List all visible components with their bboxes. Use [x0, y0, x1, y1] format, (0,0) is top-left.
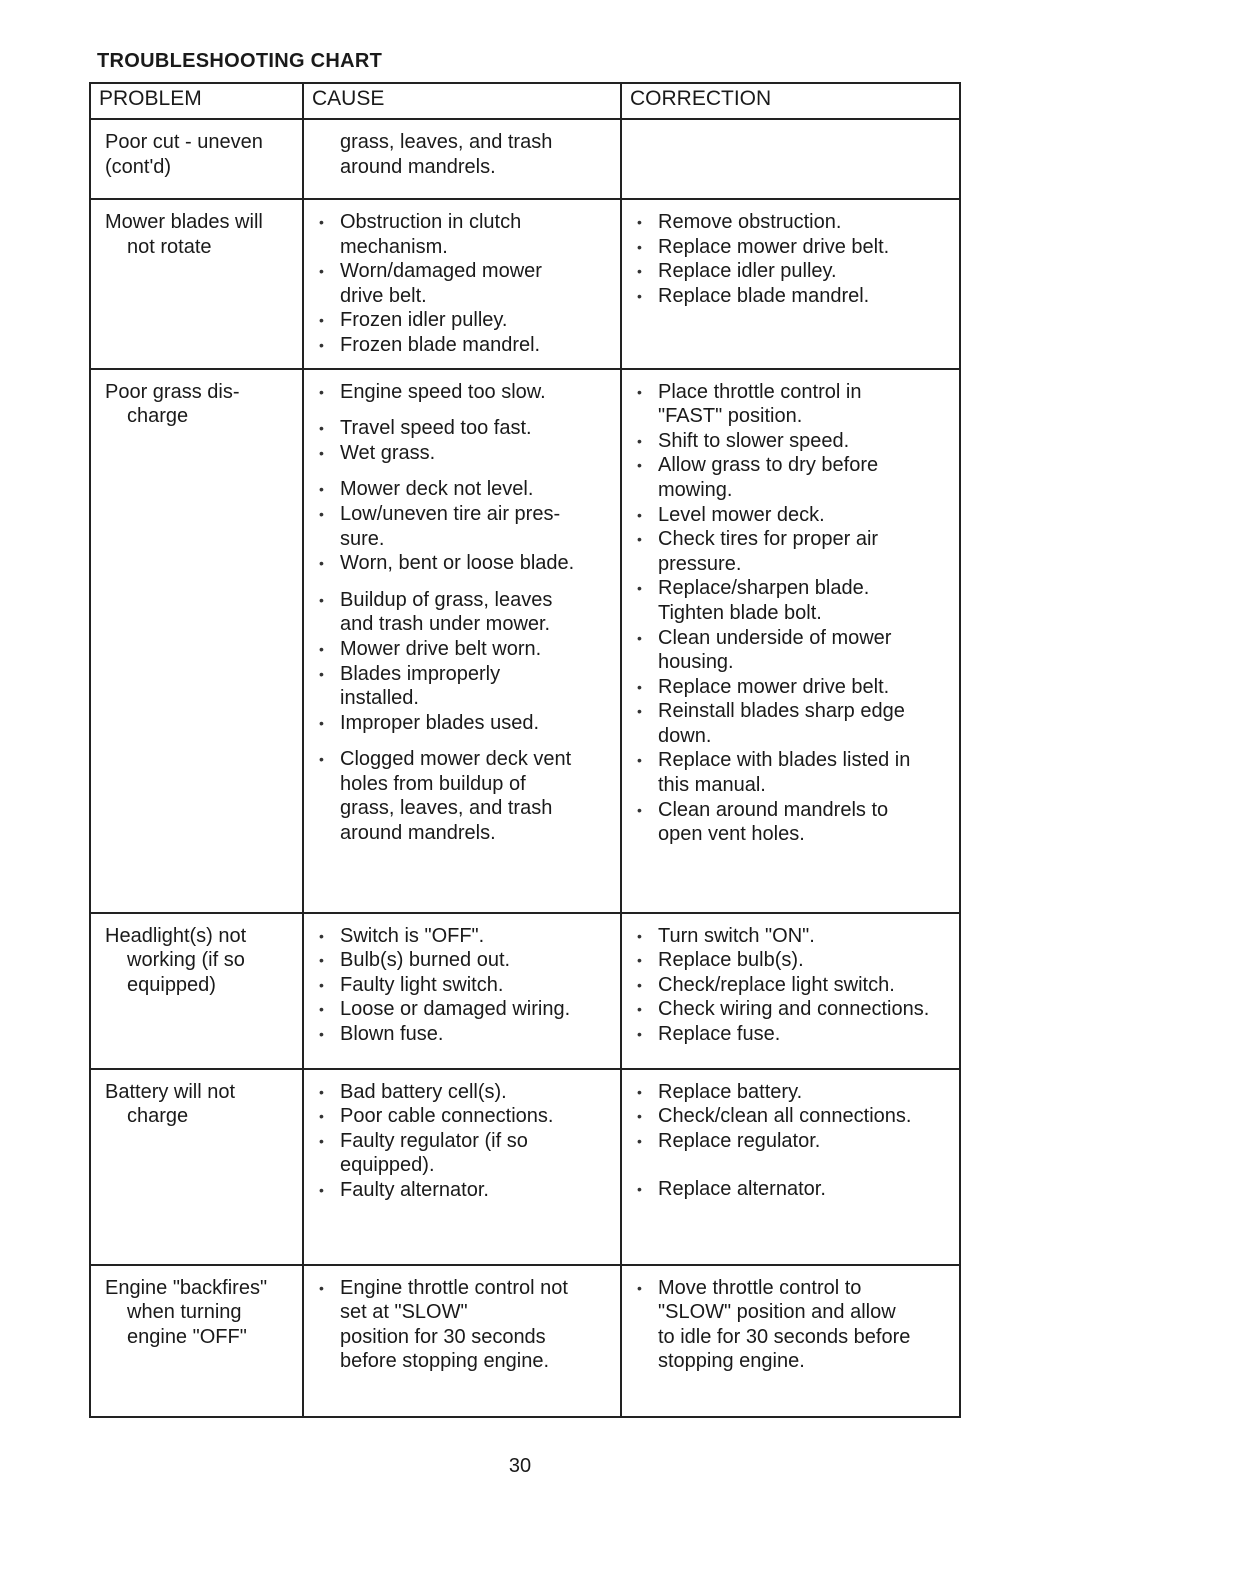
correction-line: Remove obstruction. [658, 211, 842, 233]
cause-cell [303, 1265, 621, 1417]
table-row [90, 369, 960, 913]
correction-line: Replace fuse. [658, 1022, 781, 1045]
correction-line: Clean around mandrels to [658, 798, 889, 821]
bullet-icon: • [319, 591, 324, 608]
correction-item [634, 1177, 953, 1202]
correction-line: "SLOW" position and allow [658, 1301, 896, 1324]
bullet-icon: • [319, 1001, 324, 1018]
correction-cell [621, 1265, 960, 1417]
correction-line: Replace regulator. [658, 1129, 821, 1152]
bullet-icon: • [319, 665, 324, 682]
cause-item [316, 502, 614, 551]
correction-list [622, 1070, 959, 1212]
correction-line: open vent holes. [658, 823, 805, 846]
cause-line: Engine speed too slow. [340, 380, 546, 403]
bullet-icon: • [637, 457, 642, 474]
correction-line: Check/replace light switch. [658, 973, 895, 996]
bullet-icon: • [637, 531, 642, 548]
correction-item [634, 973, 953, 998]
cause-cell [303, 1069, 621, 1265]
correction-line: Replace bulb(s). [658, 949, 804, 972]
bullet-icon: • [637, 238, 642, 255]
correction-line: stopping engine. [658, 1350, 805, 1373]
correction-list [622, 1266, 959, 1384]
bullet-icon: • [319, 214, 324, 230]
cause-line: Engine throttle control not [340, 1276, 568, 1299]
correction-line: Turn switch "ON". [658, 924, 815, 947]
correction-item [634, 429, 953, 454]
correction-item [634, 699, 953, 748]
bullet-icon: • [637, 927, 642, 944]
cause-line: sure. [340, 527, 385, 550]
cause-line: Mower deck not level. [340, 478, 534, 501]
bullet-icon: • [637, 1279, 642, 1296]
cause-line: Faulty light switch. [340, 973, 504, 996]
bullet-icon: • [637, 263, 642, 280]
cause-line: Loose or damaged wiring. [340, 998, 571, 1021]
bullet-icon: • [637, 678, 642, 695]
bullet-icon: • [637, 752, 642, 769]
problem-line: (cont'd) [105, 155, 172, 178]
cause-item [316, 1080, 614, 1105]
correction-list [622, 370, 959, 857]
bullet-icon: • [319, 1108, 324, 1125]
cause-line: grass, leaves, and trash [340, 131, 553, 153]
cause-line: installed. [340, 687, 419, 710]
cause-line: Frozen idler pulley. [340, 309, 508, 332]
correction-list [622, 120, 959, 140]
correction-list [622, 200, 959, 318]
bullet-icon: • [637, 703, 642, 720]
cause-line: Bulb(s) burned out. [340, 949, 511, 972]
cause-item [316, 973, 614, 998]
cause-line: Bad battery cell(s). [340, 1080, 507, 1103]
cause-item [316, 637, 614, 662]
cause-line: and trash under mower. [340, 613, 551, 636]
cause-line: around mandrels. [340, 155, 496, 178]
header-cause: CAUSE [303, 83, 621, 119]
problem-cell [90, 199, 303, 369]
cause-item [316, 259, 614, 308]
cause-item [316, 441, 614, 466]
correction-item [634, 1022, 953, 1047]
cause-item [316, 997, 614, 1022]
problem-line: Poor cut - uneven [105, 131, 263, 153]
header-correction: CORRECTION [621, 83, 960, 119]
correction-line: down. [658, 724, 712, 747]
cause-line: Buildup of grass, leaves [340, 588, 553, 611]
correction-list [622, 914, 959, 1057]
problem-line: when turning [127, 1301, 242, 1324]
cause-item [316, 662, 614, 711]
correction-line: housing. [658, 651, 734, 674]
correction-item [634, 210, 953, 235]
correction-line: to idle for 30 seconds before [658, 1325, 911, 1348]
bullet-icon: • [319, 444, 324, 461]
cause-list [304, 1266, 620, 1384]
header-problem: PROBLEM [90, 83, 303, 119]
bullet-icon: • [319, 927, 324, 944]
correction-line: Check tires for proper air [658, 528, 879, 551]
cause-line: Wet grass. [340, 441, 436, 464]
cause-line: Faulty alternator. [340, 1178, 489, 1201]
correction-item [634, 453, 953, 502]
correction-item [634, 924, 953, 949]
correction-item [634, 380, 953, 429]
problem-cell [90, 1265, 303, 1417]
correction-item [634, 997, 953, 1022]
cause-item [316, 477, 614, 502]
cause-cell [303, 369, 621, 913]
correction-line: mowing. [658, 478, 733, 501]
cause-item [316, 588, 614, 637]
correction-line: Clean underside of mower [658, 626, 892, 649]
bullet-icon: • [319, 1132, 324, 1149]
cause-item [316, 924, 614, 949]
correction-item [634, 527, 953, 576]
problem-line: charge [127, 405, 189, 428]
correction-line: Reinstall blades sharp edge [658, 700, 905, 723]
cause-item [316, 1129, 614, 1178]
correction-line: Allow grass to dry before [658, 454, 879, 477]
bullet-icon: • [637, 383, 642, 400]
bullet-icon: • [637, 1108, 642, 1125]
cause-item [316, 380, 614, 405]
bullet-icon: • [319, 336, 324, 353]
cause-line: holes from buildup of [340, 772, 526, 795]
header-row [90, 83, 960, 119]
cause-line: Poor cable connections. [340, 1105, 554, 1128]
cause-line: Worn/damaged mower [340, 260, 542, 283]
correction-line: Replace blade mandrel. [658, 284, 870, 307]
problem-cell [90, 1069, 303, 1265]
bullet-icon: • [637, 1001, 642, 1018]
correction-line: Place throttle control in [658, 380, 862, 403]
bullet-icon: • [637, 952, 642, 969]
cause-line: position for 30 seconds [340, 1325, 546, 1348]
page-title: TROUBLESHOOTING CHART [97, 50, 383, 72]
problem-line: charge [127, 1105, 189, 1128]
cause-cell [303, 913, 621, 1069]
correction-item [634, 503, 953, 528]
cause-list [304, 914, 620, 1057]
cause-item [316, 948, 614, 973]
correction-item [634, 576, 953, 625]
bullet-icon: • [637, 432, 642, 449]
bullet-icon: • [319, 505, 324, 522]
cause-item [316, 210, 614, 259]
problem-line: Engine "backfires" [105, 1276, 268, 1299]
bullet-icon: • [319, 952, 324, 969]
bullet-icon: • [637, 1132, 642, 1149]
bullet-icon: • [319, 555, 324, 572]
cause-list [304, 200, 620, 368]
bullet-icon: • [637, 506, 642, 523]
bullet-icon: • [319, 263, 324, 280]
bullet-icon: • [319, 481, 324, 498]
bullet-icon: • [637, 1025, 642, 1042]
cause-item [316, 416, 614, 441]
table-row [90, 913, 960, 1069]
bullet-icon: • [319, 1181, 324, 1198]
table-row [90, 1265, 960, 1417]
bullet-icon: • [319, 714, 324, 731]
table-row [90, 1069, 960, 1265]
correction-line: Replace idler pulley. [658, 260, 837, 283]
cause-line: set at "SLOW" [340, 1301, 468, 1324]
correction-line: Replace alternator. [658, 1178, 826, 1201]
cause-item [316, 551, 614, 576]
bullet-icon: • [637, 214, 642, 230]
bullet-icon: • [319, 1279, 324, 1296]
cause-cell [303, 199, 621, 369]
cause-line: Worn, bent or loose blade. [340, 552, 575, 575]
page-number: 30 [508, 1455, 532, 1477]
bullet-icon: • [319, 312, 324, 329]
cause-list [304, 370, 620, 856]
cause-item [316, 1178, 614, 1203]
correction-line: pressure. [658, 552, 742, 575]
cause-line: Blown fuse. [340, 1022, 444, 1045]
cause-line: Blades improperly [340, 662, 501, 685]
problem-line: not rotate [127, 235, 212, 258]
bullet-icon: • [637, 629, 642, 646]
correction-item [634, 1104, 953, 1129]
cause-item [316, 308, 614, 333]
correction-line: Replace/sharpen blade. [658, 577, 870, 600]
bullet-icon: • [319, 1025, 324, 1042]
correction-item [634, 284, 953, 309]
bullet-icon: • [319, 420, 324, 437]
bullet-icon: • [319, 383, 324, 400]
problem-line: Poor grass dis- [105, 380, 240, 403]
correction-item [634, 1129, 953, 1154]
problem-line: equipped) [127, 973, 216, 996]
correction-cell [621, 1069, 960, 1265]
cause-list [304, 120, 620, 189]
correction-line: Check wiring and connections. [658, 998, 930, 1021]
correction-cell [621, 913, 960, 1069]
correction-line: Shift to slower speed. [658, 429, 850, 452]
correction-item [634, 1080, 953, 1105]
bullet-icon: • [637, 1083, 642, 1100]
cause-item [316, 1022, 614, 1047]
correction-line: "FAST" position. [658, 405, 803, 428]
correction-item [634, 675, 953, 700]
table-row [90, 199, 960, 369]
bullet-icon: • [319, 976, 324, 993]
cause-line: Obstruction in clutch [340, 211, 522, 233]
correction-item [634, 748, 953, 797]
troubleshooting-table [89, 82, 961, 1418]
correction-line: Check/clean all connections. [658, 1105, 912, 1128]
correction-line: Replace with blades listed in [658, 749, 911, 772]
cause-line: equipped). [340, 1154, 435, 1177]
correction-line: this manual. [658, 774, 766, 797]
cause-item [316, 1276, 614, 1374]
problem-cell [90, 369, 303, 913]
bullet-icon: • [637, 287, 642, 304]
correction-cell [621, 369, 960, 913]
correction-line: Move throttle control to [658, 1276, 862, 1299]
bullet-icon: • [637, 801, 642, 818]
problem-line: engine "OFF" [127, 1325, 247, 1348]
correction-cell [621, 199, 960, 369]
cause-line: Improper blades used. [340, 711, 540, 734]
cause-line: Mower drive belt worn. [340, 637, 542, 660]
correction-item [634, 798, 953, 847]
cause-line: Clogged mower deck vent [340, 748, 572, 771]
correction-line: Replace mower drive belt. [658, 235, 890, 258]
correction-line: Replace mower drive belt. [658, 675, 890, 698]
cause-line: around mandrels. [340, 822, 496, 845]
correction-line: Tighten blade bolt. [658, 601, 822, 624]
cause-item [316, 333, 614, 358]
cause-list [304, 1070, 620, 1213]
correction-item [634, 235, 953, 260]
correction-line: Level mower deck. [658, 503, 825, 526]
problem-line: Battery will not [105, 1080, 236, 1103]
bullet-icon: • [319, 640, 324, 657]
bullet-icon: • [319, 1083, 324, 1100]
bullet-icon: • [637, 580, 642, 597]
correction-item [634, 1276, 953, 1374]
problem-cell [90, 913, 303, 1069]
cause-item [316, 1104, 614, 1129]
cause-item [316, 711, 614, 736]
cause-line: drive belt. [340, 284, 427, 307]
bullet-icon: • [319, 751, 324, 768]
correction-cell [621, 119, 960, 199]
cause-line: mechanism. [340, 235, 448, 258]
cause-cell [303, 119, 621, 199]
cause-line: Frozen blade mandrel. [340, 333, 541, 356]
table-body [90, 119, 960, 1417]
correction-line: Replace battery. [658, 1080, 803, 1103]
correction-item [634, 626, 953, 675]
problem-cell [90, 119, 303, 199]
problem-line: Headlight(s) not [105, 924, 247, 947]
correction-item [634, 259, 953, 284]
cause-line: before stopping engine. [340, 1350, 550, 1373]
cause-item [316, 747, 614, 845]
bullet-icon: • [637, 976, 642, 993]
table-row [90, 119, 960, 199]
problem-line: Mower blades will [105, 211, 263, 233]
cause-line: Faulty regulator (if so [340, 1129, 528, 1152]
correction-item [634, 948, 953, 973]
cause-line: Travel speed too fast. [340, 417, 532, 440]
cause-line: Low/uneven tire air pres- [340, 502, 561, 525]
problem-line: working (if so [127, 949, 245, 972]
bullet-icon: • [637, 1181, 642, 1198]
cause-line: grass, leaves, and trash [340, 797, 553, 820]
cause-line: Switch is "OFF". [340, 924, 485, 947]
